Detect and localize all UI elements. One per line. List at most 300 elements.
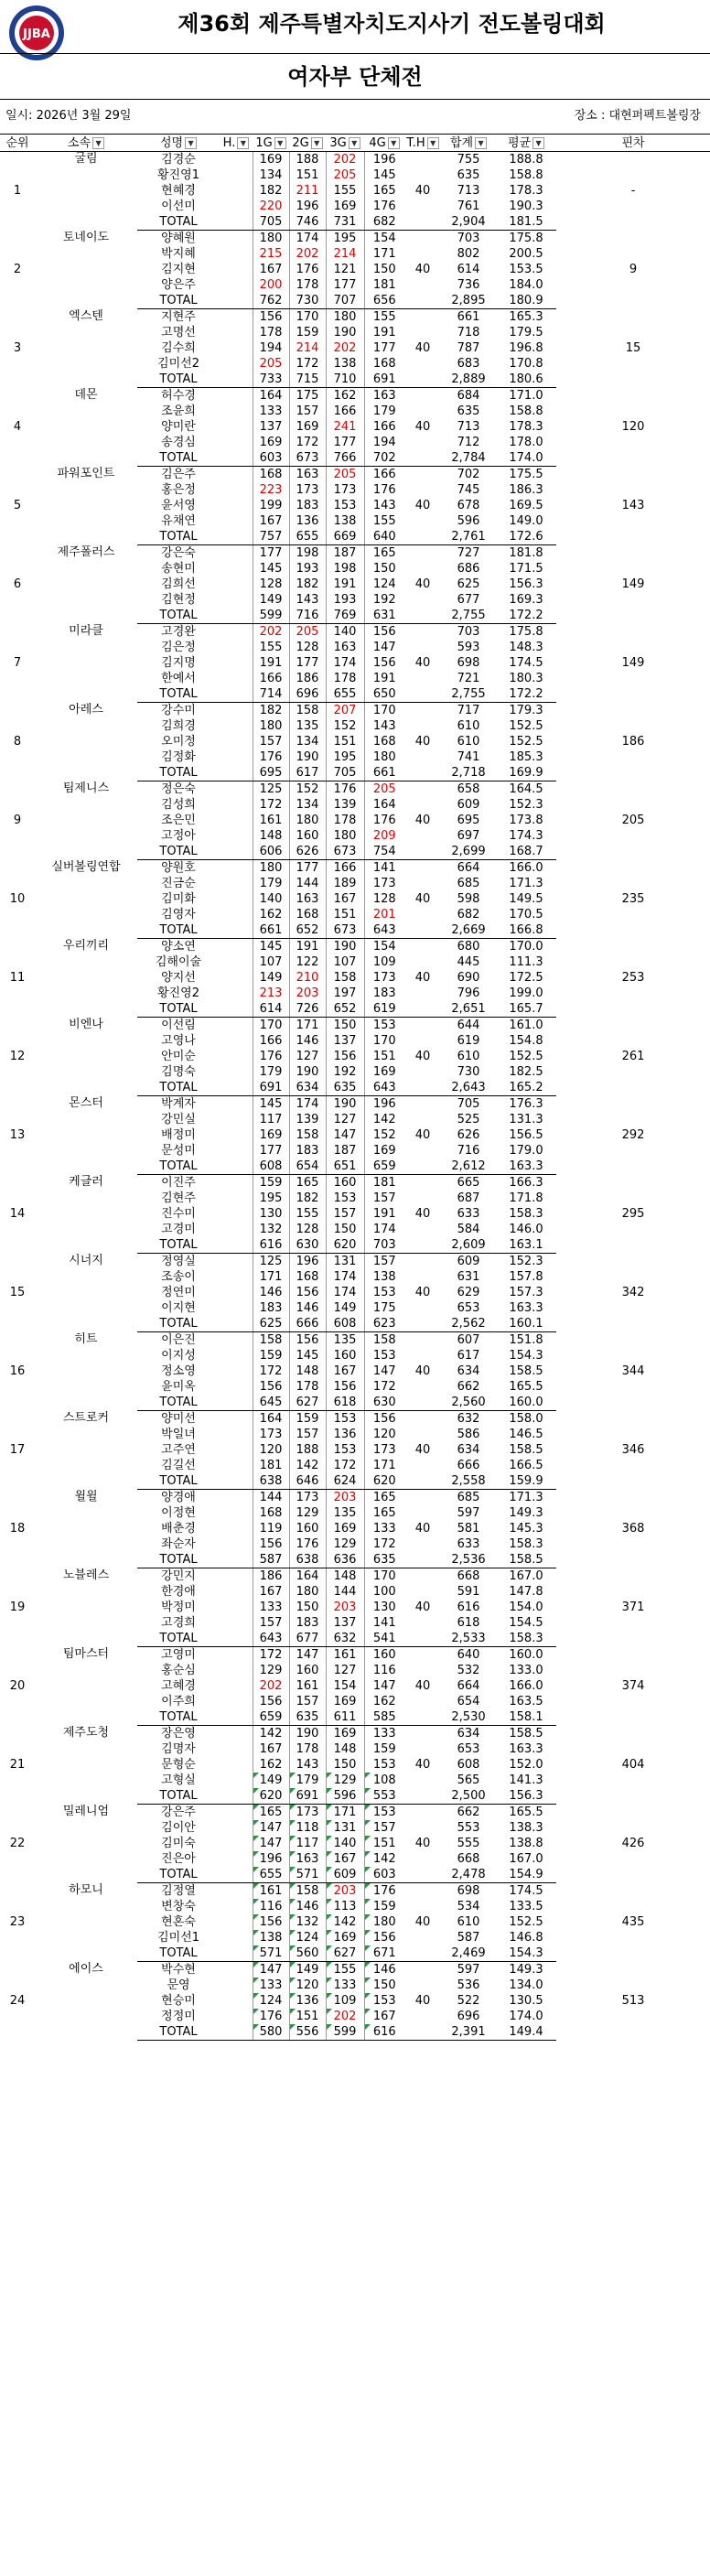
filter-dropdown-icon[interactable]: ▼ <box>185 137 197 149</box>
total-game-cell: 673 <box>326 922 364 939</box>
game-score-cell: 169 <box>289 419 326 435</box>
filter-dropdown-icon[interactable]: ▼ <box>92 137 104 149</box>
game-score-cell: 157 <box>364 1254 404 1270</box>
average-cell: 131.3 <box>509 1113 543 1126</box>
total-game-cell: 632 <box>326 1631 364 1647</box>
player-name-cell: 진은아 <box>161 1852 196 1866</box>
game-score-cell: 178 <box>289 1379 326 1395</box>
game-score-cell: 150 <box>364 1978 404 1993</box>
game-score-cell: 147 <box>289 1647 326 1664</box>
total-game-cell: 631 <box>364 608 404 624</box>
game-score-cell: 191 <box>364 671 404 686</box>
player-name-cell: 고경완 <box>161 625 196 639</box>
sum-cell: 553 <box>457 1821 480 1835</box>
rank-cell: 22 <box>9 1837 26 1850</box>
player-row <box>0 1962 710 1978</box>
handicap-cell <box>220 1505 253 1521</box>
sum-cell: 703 <box>457 232 480 245</box>
average-cell: 149.5 <box>509 892 543 906</box>
sum-cell: 680 <box>457 940 480 954</box>
handicap-cell <box>220 1631 253 1647</box>
team-handicap-cell <box>404 1505 441 1521</box>
game-score-cell: 176 <box>289 262 326 277</box>
sum-cell: 654 <box>457 1695 480 1708</box>
team-name-cell: 하모니 <box>69 1882 103 1897</box>
sum-cell: 702 <box>457 468 480 481</box>
game-score-cell: 205 <box>326 167 364 183</box>
game-score-cell: 129 <box>253 1663 289 1678</box>
filter-dropdown-icon[interactable]: ▼ <box>388 137 400 149</box>
game-score-cell: 125 <box>253 1254 289 1270</box>
game-score-cell: 187 <box>326 1143 364 1159</box>
handicap-cell <box>220 1945 253 1962</box>
game-score-cell: 199 <box>253 498 289 513</box>
average-cell: 171.0 <box>509 389 543 403</box>
col-header-0 <box>0 135 35 152</box>
filter-dropdown-icon[interactable]: ▼ <box>475 137 487 149</box>
sum-cell: 787 <box>457 341 480 355</box>
venue-value: 대현퍼펙트볼링장 <box>608 109 701 123</box>
sum-cell: 610 <box>457 1050 480 1063</box>
handicap-cell <box>220 577 253 592</box>
rank-cell: 8 <box>13 735 22 749</box>
game-score-cell: 161 <box>326 1647 364 1664</box>
sum-cell: 703 <box>457 625 480 639</box>
team-handicap-cell <box>404 876 441 891</box>
sum-cell: 698 <box>457 1884 480 1898</box>
game-score-cell: 172 <box>289 435 326 450</box>
game-score-cell: 173 <box>364 970 404 986</box>
player-name-cell: 현혼숙 <box>161 1915 196 1929</box>
game-score-cell: 124 <box>253 1993 289 2009</box>
player-name-cell: 김지현 <box>161 263 196 276</box>
game-score-cell: 191 <box>364 1206 404 1222</box>
player-name-cell: 윤서영 <box>161 499 196 512</box>
average-cell: 157.8 <box>509 1270 543 1284</box>
game-score-cell: 169 <box>364 1064 404 1080</box>
sum-cell: 610 <box>457 1915 480 1929</box>
game-score-cell: 138 <box>326 356 364 372</box>
game-score-cell: 182 <box>289 577 326 592</box>
handicap-cell <box>220 1348 253 1363</box>
total-game-cell: 643 <box>364 1080 404 1096</box>
average-cell: 171.3 <box>509 1491 543 1504</box>
game-score-cell: 163 <box>364 388 404 404</box>
game-score-cell: 130 <box>364 1600 404 1615</box>
handicap-cell <box>220 1018 253 1034</box>
player-row <box>0 624 710 641</box>
team-handicap-cell <box>404 1427 441 1442</box>
game-score-cell: 173 <box>364 876 404 891</box>
game-score-cell: 169 <box>253 435 289 450</box>
handicap-cell <box>220 640 253 655</box>
pin-diff-cell: 253 <box>621 971 645 985</box>
handicap-cell <box>220 1112 253 1127</box>
game-score-cell: 166 <box>364 419 404 435</box>
game-score-cell: 202 <box>326 340 364 356</box>
handicap-cell <box>220 325 253 340</box>
player-row <box>0 545 710 562</box>
handicap-cell <box>220 1962 253 1978</box>
game-score-cell: 149 <box>253 970 289 986</box>
game-score-cell: 157 <box>364 1191 404 1206</box>
sum-cell: 617 <box>457 1349 480 1363</box>
team-handicap-cell <box>404 1945 441 1962</box>
results-table <box>0 134 710 2041</box>
game-score-cell: 197 <box>326 986 364 1001</box>
total-average-cell: 163.3 <box>496 1159 556 1175</box>
pin-diff-cell: 235 <box>621 892 645 906</box>
total-game-cell: 609 <box>326 1867 364 1883</box>
filter-dropdown-icon[interactable]: ▼ <box>274 137 286 149</box>
rank-cell: 20 <box>9 1679 26 1693</box>
game-score-cell: 172 <box>253 1363 289 1379</box>
sum-cell: 532 <box>457 1664 480 1677</box>
game-score-cell: 154 <box>364 939 404 955</box>
handicap-cell <box>220 561 253 577</box>
team-name-cell: 실버볼링연합 <box>51 859 121 874</box>
player-name-cell: 김현정 <box>161 593 196 607</box>
game-score-cell: 164 <box>289 1568 326 1585</box>
team-handicap-cell <box>404 1709 441 1726</box>
average-cell: 138.8 <box>509 1837 543 1850</box>
sum-cell: 682 <box>457 908 480 922</box>
average-cell: 167.0 <box>509 1569 543 1583</box>
average-cell: 173.8 <box>509 814 543 827</box>
game-score-cell: 213 <box>253 986 289 1001</box>
rank-cell: 14 <box>9 1207 26 1221</box>
sum-cell: 727 <box>457 546 480 560</box>
handicap-cell <box>220 734 253 749</box>
team-handicap-cell <box>404 309 441 326</box>
game-score-cell: 176 <box>289 1536 326 1552</box>
team-name-cell: 굴림 <box>74 152 98 166</box>
player-name-cell: 고경희 <box>161 1616 196 1630</box>
handicap-cell <box>220 1363 253 1379</box>
game-score-cell: 146 <box>289 1899 326 1914</box>
average-cell: 186.3 <box>509 483 543 497</box>
player-row <box>0 388 710 404</box>
average-cell: 174.3 <box>509 829 543 843</box>
total-sum-cell: 2,889 <box>441 372 496 388</box>
game-score-cell: 168 <box>289 1269 326 1285</box>
total-game-cell: 623 <box>364 1316 404 1332</box>
player-name-cell: 양경애 <box>161 1491 196 1504</box>
sum-cell: 445 <box>457 955 480 969</box>
game-score-cell: 162 <box>253 907 289 922</box>
average-cell: 145.3 <box>509 1522 543 1536</box>
total-game-cell: 603 <box>364 1867 404 1883</box>
average-cell: 182.5 <box>509 1065 543 1079</box>
team-handicap-cell <box>404 404 441 419</box>
team-handicap-cell <box>404 1379 441 1395</box>
game-score-cell: 161 <box>253 813 289 828</box>
sum-cell: 597 <box>457 1506 480 1520</box>
handicap-cell <box>220 781 253 798</box>
player-name-cell: 정정미 <box>161 2010 196 2023</box>
sum-cell: 634 <box>457 1727 480 1741</box>
game-score-cell: 211 <box>289 183 326 199</box>
filter-dropdown-icon[interactable]: ▼ <box>311 137 323 149</box>
col-header-label: 평균 <box>507 135 532 150</box>
total-label-cell: TOTAL <box>137 1867 220 1883</box>
sum-cell: 598 <box>457 892 480 906</box>
player-name-cell: 조송이 <box>161 1270 196 1284</box>
handicap-cell <box>220 419 253 435</box>
team-handicap-cell <box>404 1395 441 1411</box>
game-score-cell: 146 <box>289 1033 326 1049</box>
handicap-cell <box>220 1458 253 1473</box>
total-sum-cell: 2,562 <box>441 1316 496 1332</box>
sum-cell: 635 <box>457 404 480 418</box>
team-name-cell: 시너지 <box>69 1253 103 1267</box>
total-game-cell: 608 <box>326 1316 364 1332</box>
team-handicap-cell <box>404 939 441 955</box>
team-handicap-cell: 40 <box>414 184 431 198</box>
team-handicap-cell: 40 <box>414 1837 431 1850</box>
game-score-cell: 190 <box>326 325 364 340</box>
handicap-cell <box>220 608 253 624</box>
game-score-cell: 168 <box>253 467 289 483</box>
player-name-cell: 홍순심 <box>161 1664 196 1677</box>
filter-dropdown-icon[interactable]: ▼ <box>427 137 439 149</box>
player-name-cell: 강민실 <box>161 1113 196 1126</box>
game-score-cell: 158 <box>289 1883 326 1900</box>
player-name-cell: 박일녀 <box>161 1428 196 1441</box>
handicap-cell <box>220 1269 253 1285</box>
player-row <box>0 231 710 247</box>
sum-cell: 716 <box>457 1144 480 1158</box>
player-name-cell: 김정열 <box>161 1884 196 1898</box>
sum-cell: 662 <box>457 1805 480 1819</box>
col-header-7 <box>364 135 404 152</box>
game-score-cell: 181 <box>364 1175 404 1191</box>
handicap-cell <box>220 1867 253 1883</box>
player-name-cell: 고명선 <box>161 326 196 340</box>
game-score-cell: 156 <box>253 1379 289 1395</box>
handicap-cell <box>220 183 253 199</box>
team-handicap-cell <box>404 1930 441 1945</box>
filter-dropdown-icon[interactable]: ▼ <box>349 137 360 149</box>
player-name-cell: 강은주 <box>161 1805 196 1819</box>
game-score-cell: 142 <box>364 1112 404 1127</box>
team-handicap-cell <box>404 1033 441 1049</box>
game-score-cell: 128 <box>253 577 289 592</box>
player-row <box>0 1805 710 1821</box>
handicap-cell <box>220 1143 253 1159</box>
game-score-cell: 159 <box>364 1741 404 1757</box>
rank-cell: 24 <box>9 1994 26 2008</box>
total-sum-cell: 2,533 <box>441 1631 496 1647</box>
average-cell: 149.3 <box>509 1506 543 1520</box>
game-score-cell: 153 <box>364 1285 404 1300</box>
game-score-cell: 150 <box>289 1600 326 1615</box>
game-score-cell: 120 <box>253 1442 289 1458</box>
game-score-cell: 125 <box>253 781 289 798</box>
sum-cell: 730 <box>457 1065 480 1079</box>
game-score-cell: 127 <box>289 1049 326 1064</box>
game-score-cell: 153 <box>364 1805 404 1821</box>
game-score-cell: 205 <box>326 467 364 483</box>
average-cell: 130.5 <box>509 1994 543 2008</box>
total-sum-cell: 2,478 <box>441 1867 496 1883</box>
total-game-cell: 656 <box>364 293 404 309</box>
team-handicap-cell <box>404 561 441 577</box>
player-name-cell: 김정화 <box>161 750 196 764</box>
sum-cell: 745 <box>457 483 480 497</box>
game-score-cell: 155 <box>364 309 404 326</box>
player-name-cell: 양지선 <box>161 971 196 985</box>
handicap-cell <box>220 1552 253 1568</box>
game-score-cell: 171 <box>326 1805 364 1821</box>
player-name-cell: 김경순 <box>161 153 196 167</box>
game-score-cell: 156 <box>253 1536 289 1552</box>
team-handicap-cell: 40 <box>414 735 431 749</box>
game-score-cell: 191 <box>289 939 326 955</box>
game-score-cell: 134 <box>289 734 326 749</box>
total-game-cell: 603 <box>253 450 289 467</box>
handicap-cell <box>220 1883 253 1900</box>
player-name-cell: 송현미 <box>161 562 196 576</box>
game-score-cell: 191 <box>326 577 364 592</box>
sum-cell: 534 <box>457 1900 480 1913</box>
game-score-cell: 167 <box>326 1851 364 1867</box>
team-name-cell: 노블레스 <box>62 1568 110 1582</box>
total-game-cell: 599 <box>326 2024 364 2041</box>
game-score-cell: 116 <box>253 1899 289 1914</box>
average-cell: 166.5 <box>509 1459 543 1472</box>
game-score-cell: 132 <box>289 1914 326 1930</box>
total-game-cell: 652 <box>289 922 326 939</box>
filter-dropdown-icon[interactable]: ▼ <box>237 137 249 149</box>
game-score-cell: 179 <box>364 404 404 419</box>
game-score-cell: 194 <box>364 435 404 450</box>
game-score-cell: 170 <box>364 703 404 719</box>
team-handicap-cell <box>404 1851 441 1867</box>
game-score-cell: 190 <box>289 749 326 765</box>
game-score-cell: 142 <box>326 1914 364 1930</box>
game-score-cell: 145 <box>253 1096 289 1113</box>
player-name-cell: 변창숙 <box>161 1900 196 1913</box>
handicap-cell <box>220 765 253 781</box>
pin-diff-cell: 374 <box>621 1679 645 1693</box>
player-name-cell: 양혜원 <box>161 232 196 245</box>
player-row <box>0 1726 710 1742</box>
handicap-cell <box>220 1678 253 1694</box>
rank-cell: 11 <box>9 971 26 985</box>
team-handicap-cell: 40 <box>414 1364 431 1378</box>
team-handicap-cell <box>404 325 441 340</box>
pin-diff-cell: 120 <box>621 420 645 434</box>
game-score-cell: 177 <box>326 277 364 293</box>
venue-label: 장소 : <box>574 109 606 123</box>
game-score-cell: 183 <box>289 498 326 513</box>
filter-dropdown-icon[interactable]: ▼ <box>532 137 544 149</box>
team-handicap-cell: 40 <box>414 499 431 512</box>
total-game-cell: 571 <box>253 1945 289 1962</box>
total-game-cell: 640 <box>364 529 404 545</box>
team-handicap-cell <box>404 1159 441 1175</box>
game-score-cell: 183 <box>253 1300 289 1316</box>
player-name-cell: 양미란 <box>161 420 196 434</box>
game-score-cell: 182 <box>253 183 289 199</box>
team-handicap-cell <box>404 1820 441 1836</box>
player-name-cell: 조은민 <box>161 814 196 827</box>
handicap-cell <box>220 1427 253 1442</box>
sum-cell: 596 <box>457 514 480 528</box>
game-score-cell: 168 <box>364 356 404 372</box>
game-score-cell: 148 <box>289 1363 326 1379</box>
game-score-cell: 164 <box>253 1411 289 1428</box>
team-handicap-cell <box>404 529 441 545</box>
total-game-cell: 599 <box>253 608 289 624</box>
table-header-row <box>0 135 710 152</box>
game-score-cell: 180 <box>364 1914 404 1930</box>
team-handicap-cell <box>404 277 441 293</box>
total-game-cell: 617 <box>289 765 326 781</box>
game-score-cell: 189 <box>326 876 364 891</box>
total-label-cell: TOTAL <box>137 1552 220 1568</box>
total-average-cell: 158.5 <box>496 1552 556 1568</box>
game-score-cell: 121 <box>326 262 364 277</box>
game-score-cell: 159 <box>253 1175 289 1191</box>
sum-cell: 685 <box>457 877 480 890</box>
total-average-cell: 169.9 <box>496 765 556 781</box>
handicap-cell <box>220 1254 253 1270</box>
total-game-cell: 650 <box>364 686 404 703</box>
average-cell: 146.5 <box>509 1428 543 1441</box>
sum-cell: 565 <box>457 1773 480 1787</box>
team-handicap-cell: 40 <box>414 1915 431 1929</box>
game-score-cell: 169 <box>253 1127 289 1143</box>
game-score-cell: 134 <box>253 167 289 183</box>
game-score-cell: 107 <box>326 954 364 970</box>
pin-diff-cell: 344 <box>621 1364 645 1378</box>
sum-cell: 608 <box>457 1758 480 1772</box>
team-handicap-cell <box>404 1536 441 1552</box>
average-cell: 158.5 <box>509 1364 543 1378</box>
pin-diff-cell: 371 <box>621 1601 645 1614</box>
handicap-cell <box>220 1159 253 1175</box>
handicap-cell <box>220 1820 253 1836</box>
date-label: 일시: <box>5 109 33 123</box>
col-header-label: 1G <box>255 135 273 150</box>
game-score-cell: 151 <box>289 2009 326 2024</box>
player-name-cell: 이진주 <box>161 1176 196 1190</box>
team-handicap-cell <box>404 1978 441 1993</box>
sum-cell: 625 <box>457 577 480 591</box>
team-handicap-cell <box>404 1254 441 1270</box>
game-score-cell: 154 <box>364 231 404 247</box>
game-score-cell: 148 <box>253 828 289 844</box>
player-row <box>0 781 710 798</box>
game-score-cell: 169 <box>364 1143 404 1159</box>
team-handicap-cell <box>404 388 441 404</box>
player-row <box>0 1096 710 1113</box>
team-handicap-cell <box>404 1490 441 1506</box>
pin-diff-cell: 143 <box>621 499 645 512</box>
game-score-cell: 180 <box>326 828 364 844</box>
average-cell: 156.3 <box>509 577 543 591</box>
total-game-cell: 716 <box>289 608 326 624</box>
total-label-cell: TOTAL <box>137 765 220 781</box>
game-score-cell: 162 <box>326 388 364 404</box>
team-name-cell: 팀제니스 <box>62 781 110 795</box>
total-sum-cell: 2,755 <box>441 608 496 624</box>
rank-cell: 18 <box>9 1522 26 1536</box>
average-cell: 172.5 <box>509 971 543 985</box>
handicap-cell <box>220 404 253 419</box>
